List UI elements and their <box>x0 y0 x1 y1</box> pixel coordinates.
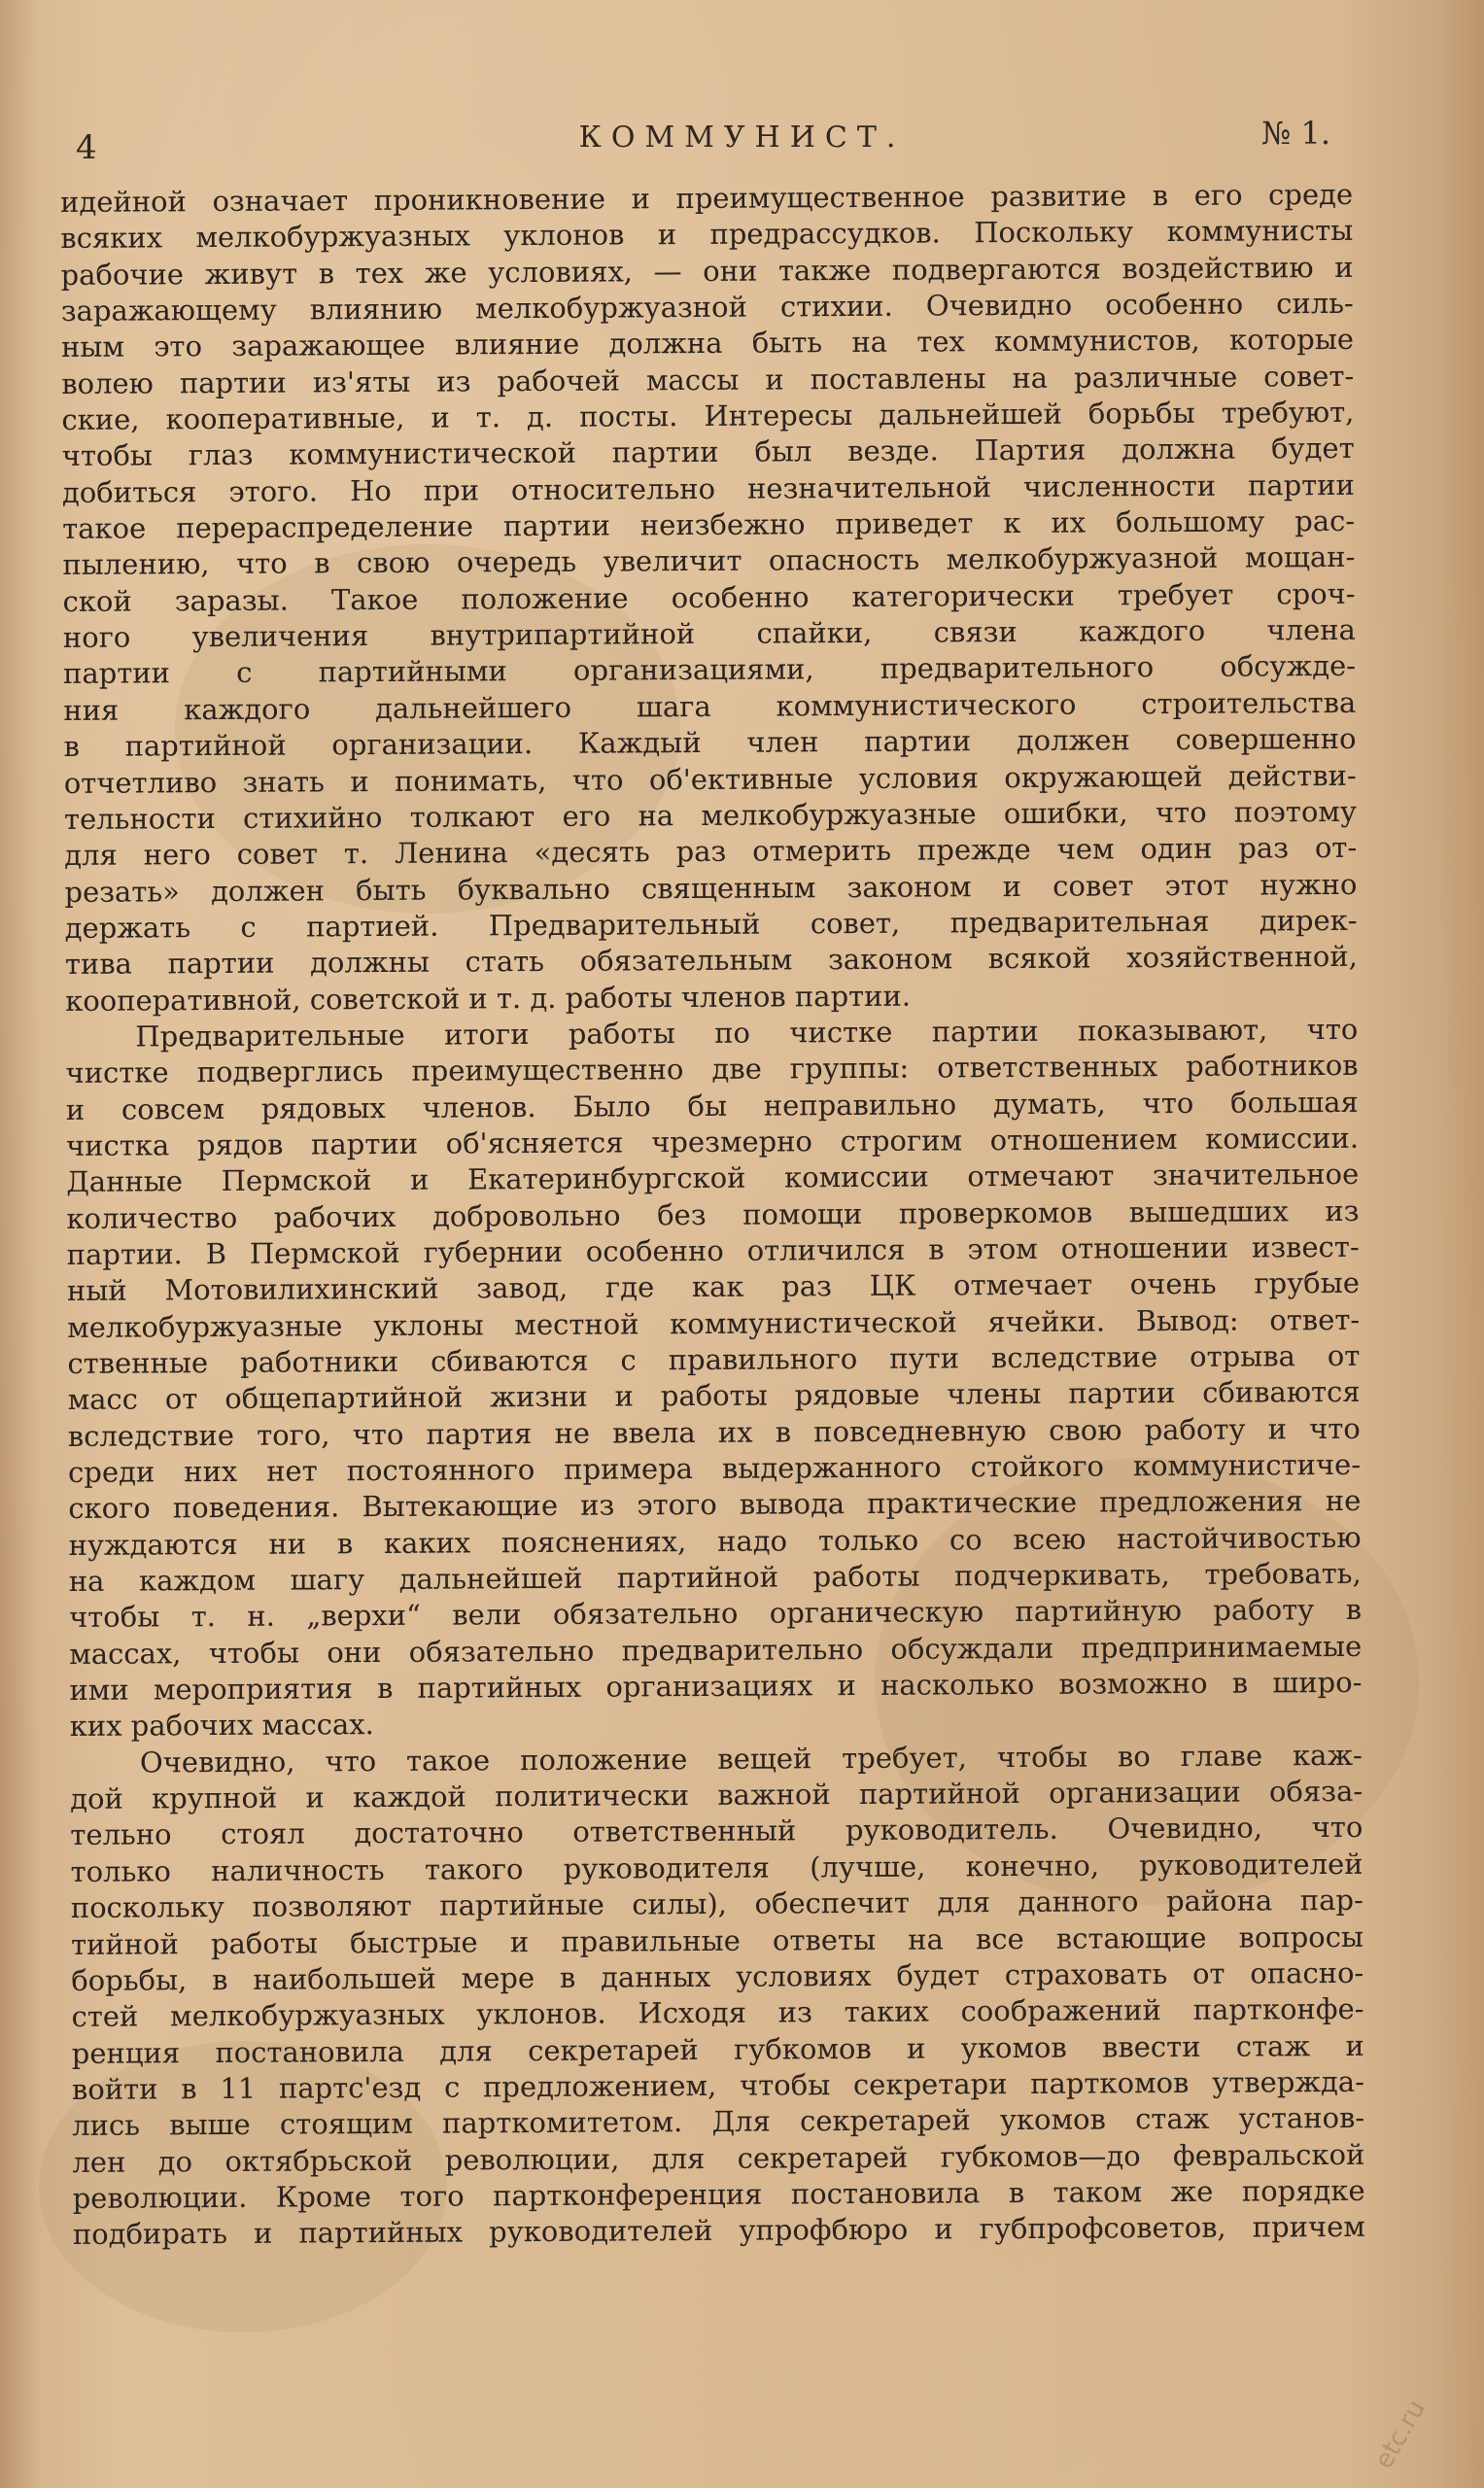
text-line: ской заразы. Такое положение особенно категорически требует сроч- <box>62 576 1356 618</box>
text-line: заражающему влиянию мелкобуржуазной стихии. Очевидно особенно силь- <box>60 286 1354 328</box>
article-body <box>60 177 1365 2254</box>
text-line: войти в 11 партс'езд с предложением, чтобы секретари парткомов утвержда- <box>71 2064 1365 2106</box>
text-line: поскольку позволяют партийные силы), обеспечит для данного района пар- <box>70 1883 1363 1925</box>
text-line: ственные работники сбиваются с правильного пути вследствие отрыва от <box>67 1338 1361 1380</box>
text-line: держать с партией. Предварительный совет, предварительная дирек- <box>64 903 1358 945</box>
text-line: только наличность такого руководителя (лучше, конечно, руководителей <box>70 1847 1363 1888</box>
text-line: на каждом шагу дальнейшей партийной работы подчеркивать, требовать, <box>68 1556 1362 1599</box>
page-header <box>0 115 1484 173</box>
text-line: тельно стоял достаточно ответственный руководитель. Очевидно, что <box>70 1811 1363 1852</box>
text-line: чтобы глаз коммунистической партии был везде. Партия должна будет <box>61 432 1355 473</box>
text-line: Предварительные итоги работы по чистке партии показывают, что <box>135 1012 1359 1054</box>
text-line: стей мелкобуржуазных уклонов. Исходя из таких соображений партконфе- <box>71 1992 1364 2034</box>
text-line: революции. Кроме того партконференция постановила в таком же порядке <box>72 2173 1365 2215</box>
text-line: вследствие того, что партия не ввела их в повседневную свою работу и что <box>67 1411 1361 1453</box>
text-line: резать» должен быть буквально священным законом и совет этот нужно <box>64 867 1358 909</box>
text-line: ими мероприятия в партийных организациях и насколько возможно в широ- <box>69 1665 1363 1708</box>
text-line: лен до октябрьской революции, для секретарей губкомов—до февральской <box>72 2137 1365 2179</box>
text-line: чтобы т. н. „верхи“ вели обязательно органическую партийную работу в <box>68 1593 1363 1635</box>
text-line: ренция постановила для секретарей губкомов и укомов ввести стаж и <box>71 2028 1364 2070</box>
text-line: всяких мелкобуржуазных уклонов и предрассудков. Поскольку коммунисты <box>60 214 1354 256</box>
text-line: и совсем рядовых членов. Было бы неправильно думать, что большая <box>65 1085 1359 1126</box>
text-line: чистка рядов партии об'ясняется чрезмерно строгим отношением комиссии. <box>65 1121 1360 1162</box>
text-line: для него совет т. Ленина «десять раз отмерить прежде чем один раз от- <box>64 831 1358 873</box>
text-line: в партийной организации. Каждый член партии должен совершенно <box>63 722 1357 764</box>
text-line: мелкобуржуазные уклоны местной коммунистической ячейки. Вывод: ответ- <box>67 1302 1361 1344</box>
text-line: ного увеличения внутрипартийной спайки, связи каждого члена <box>62 612 1356 655</box>
text-line: тийной работы быстрые и правильные ответы на все встающие вопросы <box>70 1919 1364 1961</box>
journal-title: КОММУНИСТ. <box>578 121 906 155</box>
text-line: масс от общепартийной жизни и работы рядовые члены партии сбиваются <box>67 1375 1361 1417</box>
text-line: среди них нет постоянного примера выдержанного стойкого коммунистиче- <box>67 1447 1362 1490</box>
issue-number: № 1. <box>1261 115 1330 152</box>
text-line: массах, чтобы они обязательно предварительно обсуждали предпринимаемые <box>69 1629 1363 1671</box>
text-line: лись выше стоящим парткомитетом. Для секретарей укомов стаж установ- <box>72 2101 1365 2143</box>
text-line: идейной означает проникновение и преимущественное развитие в его среде <box>60 177 1354 219</box>
text-line: ких рабочих массах. <box>69 1708 374 1744</box>
corner-watermark: etc.ru <box>1369 2395 1432 2474</box>
text-line: ского поведения. Вытекающие из этого вывода практические предложения не <box>68 1484 1362 1526</box>
page-number: 4 <box>76 128 97 167</box>
text-line: количество рабочих добровольно без помощи проверкомов вышедших из <box>66 1193 1360 1235</box>
text-line: пылению, что в свою очередь увеличит опасность мелкобуржуазной мощан- <box>62 540 1356 582</box>
text-line: кооперативной, советской и т. д. работы членов партии. <box>65 979 912 1018</box>
text-line: дой крупной и каждой политически важной партийной организации обяза- <box>70 1774 1363 1816</box>
text-line: ния каждого дальнейшего шага коммунистического строительства <box>63 685 1357 727</box>
text-line: Очевидно, что такое положение вещей требует, чтобы во главе каж- <box>139 1738 1363 1780</box>
text-line: рабочие живут в тех же условиях, — они также подвергаются воздействию и <box>60 250 1354 292</box>
text-line: партии. В Пермской губернии особенно отличился в этом отношении извест- <box>66 1229 1360 1271</box>
text-line: добиться этого. Но при относительно незначительной численности партии <box>61 467 1356 509</box>
text-line: тельности стихийно толкают его на мелкобуржуазные ошибки, что поэтому <box>63 794 1358 836</box>
text-line: чистке подверглись преимущественно две группы: ответственных работников <box>65 1049 1359 1090</box>
text-line: борьбы, в наибольшей мере в данных условиях будет страховать от опасно- <box>71 1955 1364 1997</box>
text-line: партии с партийными организациями, предварительного обсужде- <box>62 649 1357 691</box>
text-line: ный Мотовилихинский завод, где как раз ЦК отмечает очень грубые <box>66 1266 1361 1308</box>
text-line: ным это заражающее влияние должна быть на тех коммунистов, которые <box>60 323 1355 364</box>
text-line: нуждаются ни в каких пояснениях, надо только со всею настойчивостью <box>68 1520 1362 1562</box>
text-line: волею партии из'яты из рабочей массы и поставлены на различные совет- <box>61 359 1355 400</box>
text-line: ские, кооперативные, и т. д. посты. Интересы дальнейшей борьбы требуют, <box>61 395 1355 437</box>
text-line: подбирать и партийных руководителей упрофбюро и губпрофсоветов, причем <box>72 2210 1365 2252</box>
text-line: тива партии должны стать обязательным законом всякой хозяйственной, <box>64 940 1358 982</box>
text-line: Данные Пермской и Екатеринбургской комиссии отмечают значительное <box>66 1158 1360 1199</box>
text-line: отчетливо знать и понимать, что об'ективные условия окружающей действи- <box>63 758 1357 800</box>
text-line: такое перераспределение партии неизбежно приведет к их большому рас- <box>62 503 1356 546</box>
